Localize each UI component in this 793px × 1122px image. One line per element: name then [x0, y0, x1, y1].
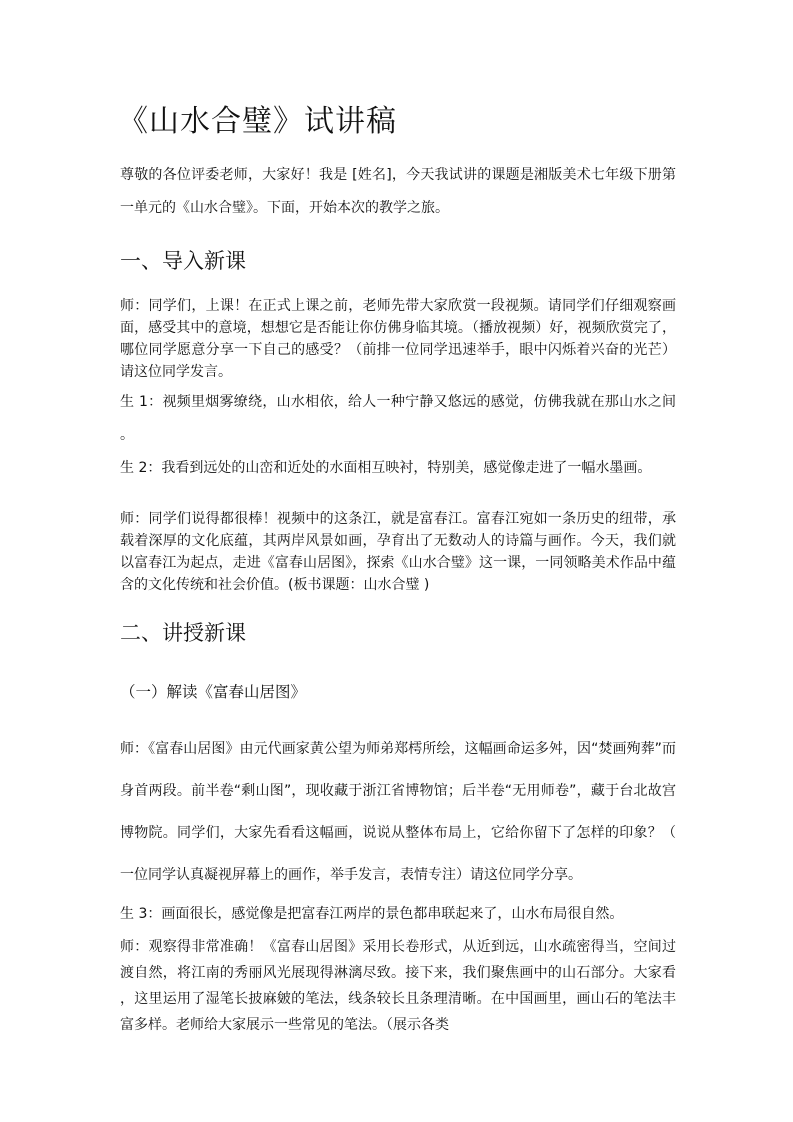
student-response: 生 1：视频里烟雾缭绕，山水相依，给人一种宁静又悠远的感觉，仿佛我就在那山水之间。 [120, 394, 676, 443]
teacher-paragraph: 师：观察得非常准确！《富春山居图》采用长卷形式，从近到远，山水疏密得当，空间过渡自然，将江南的秀丽风光展现得淋漓尽致。接下来，我们聚焦画中的山石部分。大家看，这里运用了湿笔长披麻皴的笔法，线条较长且条理清晰。在中国画里，画山石的笔法丰富多样。老师给大家展示一些常见的笔法。（展示各类 [120, 939, 676, 1033]
section-heading-intro: 一、导入新课 [120, 249, 246, 273]
intro-paragraph: 尊敬的各位评委老师，大家好！我是 [姓名]，今天我试讲的课题是湘版美术七年级下册第一单元的《山水合璧》。下面，开始本次的教学之旅。 [120, 167, 676, 216]
teacher-paragraph: 师：《富春山居图》由元代画家黄公望为师弟郑樗所绘，这幅画命运多舛，因“焚画殉葬”而身首两段。前半卷“剩山图”，现收藏于浙江省博物馆；后半卷“无用师卷”，藏于台北故宫博物院。同学们，大家先看看这幅画，说说从整体布局上，它给你留下了怎样的印象？（一位同学认真凝视屏幕上的画作，举手发言，表情专注）请这位同学分享。 [120, 741, 676, 883]
document-title: 《山水合璧》试讲稿 [118, 104, 397, 139]
subsection-heading: （一）解读《富春山居图》 [120, 683, 307, 701]
section-heading-new-lesson: 二、讲授新课 [120, 621, 246, 645]
teacher-paragraph: 师：同学们，上课！在正式上课之前，老师先带大家欣赏一段视频。请同学们仔细观察画面，感受其中的意境，想想它是否能让你仿佛身临其境。（播放视频）好，视频欣赏完了，哪位同学愿意分享一下自己的感受？（前排一位同学迅速举手，眼中闪烁着兴奋的光芒）请这位同学发言。 [120, 298, 676, 380]
teacher-paragraph: 师：同学们说得都很棒！视频中的这条江，就是富春江。富春江宛如一条历史的纽带，承载着深厚的文化底蕴，其两岸风景如画，孕育出了无数动人的诗篇与画作。今天，我们就以富春江为起点，走进《富春山居图》，探索《山水合璧》这一课，一同领略美术作品中蕴含的文化传统和社会价值。(板书课题：山水合璧 ) [120, 511, 676, 593]
student-response: 生 3：画面很长，感觉像是把富春江两岸的景色都串联起来了，山水布局很自然。 [120, 906, 624, 922]
student-response: 生 2：我看到远处的山峦和近处的水面相互映衬，特别美，感觉像走进了一幅水墨画。 [120, 460, 652, 476]
